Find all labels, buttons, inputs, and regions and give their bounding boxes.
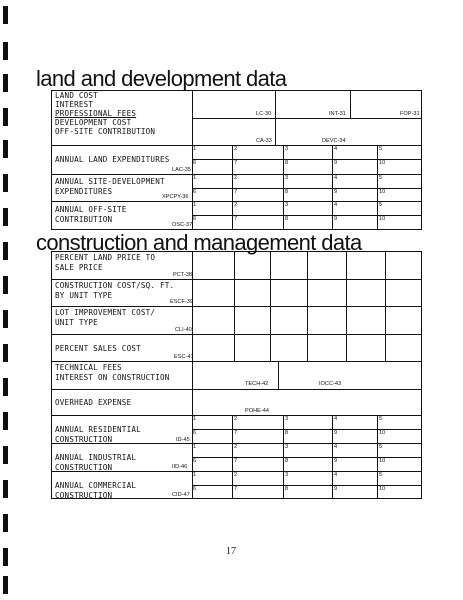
col-divider <box>232 145 233 230</box>
col-divider <box>270 251 271 361</box>
col-divider <box>234 251 235 361</box>
pct-land-label: PERCENT LAND PRICE TO SALE PRICE <box>55 253 156 272</box>
margin-mark <box>3 446 8 464</box>
row-divider <box>192 188 422 189</box>
year-number: 9 <box>334 458 338 464</box>
overhead-label: OVERHEAD EXPENSE <box>55 398 132 407</box>
year-number: 3 <box>285 444 289 450</box>
annual-site-label: ANNUAL SITE-DEVELOPMENT EXPENDITURES <box>55 177 165 196</box>
code-cid: CID-47 <box>172 492 190 498</box>
year-number: 5 <box>379 202 383 208</box>
year-number: 1 <box>193 416 197 422</box>
col-divider <box>275 90 276 145</box>
margin-mark <box>3 6 8 24</box>
lot-improvement-label: LOT IMPROVEMENT COST/ UNIT TYPE <box>55 308 156 327</box>
year-number: 9 <box>334 216 338 222</box>
margin-mark <box>3 208 8 226</box>
col-divider <box>377 415 378 499</box>
land-section-title: land and development data <box>36 66 287 91</box>
col-divider <box>283 145 284 230</box>
cost-sqft-label: CONSTRUCTION COST/SQ. FT. BY UNIT TYPE <box>55 281 175 300</box>
row-divider <box>192 159 422 160</box>
margin-mark <box>3 412 8 430</box>
margin-mark <box>3 344 8 362</box>
year-number: 6 <box>193 160 197 166</box>
year-number: 3 <box>285 202 289 208</box>
col-divider <box>232 415 233 499</box>
year-number: 10 <box>379 486 386 492</box>
code-iid: IID-46 <box>172 464 188 470</box>
year-number: 9 <box>334 430 338 436</box>
year-number: 4 <box>334 444 338 450</box>
col-divider <box>307 251 308 361</box>
year-number: 5 <box>379 472 383 478</box>
year-number: 6 <box>193 216 197 222</box>
year-number: 9 <box>334 189 338 195</box>
year-number: 6 <box>193 430 197 436</box>
code-pct: PCT-38 <box>173 272 192 278</box>
tech-fees-label: TECHNICAL FEES INTEREST ON CONSTRUCTION <box>55 363 170 382</box>
page-number: 17 <box>226 546 236 557</box>
year-number: 5 <box>379 416 383 422</box>
offsite-contribution-label: OFF-SITE CONTRIBUTION <box>55 127 156 136</box>
row-divider <box>192 457 422 458</box>
year-number: 1 <box>193 472 197 478</box>
land-cost-label: LAND COST <box>55 91 98 100</box>
code-xpcpy: XPCPY-36 <box>162 194 189 200</box>
margin-mark <box>3 242 8 260</box>
code-lac: LAC-35 <box>172 167 191 173</box>
code-int: INT-31 <box>329 111 346 117</box>
year-number: 2 <box>234 146 238 152</box>
year-number: 7 <box>234 486 238 492</box>
professional-fees-label: PROFESSIONAL FEES <box>55 109 137 118</box>
row-divider <box>192 215 422 216</box>
year-number: 2 <box>234 175 238 181</box>
year-number: 10 <box>379 189 386 195</box>
margin-mark <box>3 276 8 294</box>
year-number: 1 <box>193 146 197 152</box>
year-number: 7 <box>234 216 238 222</box>
year-number: 8 <box>285 216 289 222</box>
code-cli: CLI-40 <box>175 327 192 333</box>
margin-mark <box>3 42 8 60</box>
col-divider <box>346 251 347 361</box>
year-number: 2 <box>234 444 238 450</box>
construction-section-title: construction and management data <box>36 230 362 255</box>
margin-mark <box>3 378 8 396</box>
code-ca: CA-33 <box>256 138 272 144</box>
year-number: 7 <box>234 189 238 195</box>
year-number: 4 <box>334 472 338 478</box>
code-id: ID-45 <box>176 437 190 443</box>
industrial-label: ANNUAL INDUSTRIAL CONSTRUCTION <box>55 453 137 472</box>
margin-mark <box>3 480 8 498</box>
year-number: 7 <box>234 458 238 464</box>
col-divider <box>332 415 333 499</box>
year-number: 3 <box>285 175 289 181</box>
year-number: 3 <box>285 472 289 478</box>
year-number: 10 <box>379 430 386 436</box>
margin-mark <box>3 310 8 328</box>
col-divider <box>385 251 386 361</box>
code-escf: ESCF-39 <box>170 299 194 305</box>
margin-mark <box>3 174 8 192</box>
year-number: 5 <box>379 146 383 152</box>
code-esc: ESC-41 <box>174 354 194 360</box>
year-number: 2 <box>234 416 238 422</box>
year-number: 4 <box>334 146 338 152</box>
year-number: 1 <box>193 444 197 450</box>
year-number: 4 <box>334 175 338 181</box>
margin-mark <box>3 108 8 126</box>
code-devc: DEVC-34 <box>322 138 346 144</box>
residential-label: ANNUAL RESIDENTIAL CONSTRUCTION <box>55 425 141 444</box>
year-number: 2 <box>234 202 238 208</box>
margin-mark <box>3 514 8 532</box>
year-number: 10 <box>379 458 386 464</box>
col-divider <box>278 361 279 389</box>
pct-sales-label: PERCENT SALES COST <box>55 344 141 353</box>
col-divider <box>377 145 378 230</box>
row-divider <box>51 389 422 390</box>
year-number: 3 <box>285 416 289 422</box>
margin-mark <box>3 576 8 594</box>
year-number: 1 <box>193 175 197 181</box>
code-osc: OSC-37 <box>172 222 193 228</box>
year-number: 4 <box>334 416 338 422</box>
year-number: 6 <box>193 189 197 195</box>
row-divider <box>51 279 422 280</box>
row-divider <box>192 118 422 119</box>
year-number: 8 <box>285 458 289 464</box>
margin-mark <box>3 74 8 92</box>
col-divider <box>283 415 284 499</box>
year-number: 7 <box>234 160 238 166</box>
year-number: 7 <box>234 430 238 436</box>
code-tech: TECH-42 <box>245 381 269 387</box>
row-divider <box>51 361 422 362</box>
row-divider <box>192 429 422 430</box>
year-number: 6 <box>193 486 197 492</box>
commercial-label: ANNUAL COMMERCIAL CONSTRUCTION <box>55 481 137 500</box>
year-number: 10 <box>379 216 386 222</box>
year-number: 3 <box>285 146 289 152</box>
row-divider <box>51 334 422 335</box>
year-number: 6 <box>193 458 197 464</box>
year-number: 8 <box>285 160 289 166</box>
year-number: 5 <box>379 175 383 181</box>
year-number: 2 <box>234 472 238 478</box>
margin-mark <box>3 140 8 158</box>
code-fop: FOP-31 <box>400 111 420 117</box>
year-number: 1 <box>193 202 197 208</box>
year-number: 8 <box>285 486 289 492</box>
year-number: 9 <box>334 160 338 166</box>
year-number: 9 <box>334 486 338 492</box>
code-pohe: POHE-44 <box>245 408 269 414</box>
code-lc: LC-30 <box>256 111 272 117</box>
margin-mark <box>3 548 8 566</box>
row-divider <box>192 485 422 486</box>
code-iocc: IOCC-43 <box>319 381 342 387</box>
interest-label: INTEREST <box>55 100 94 109</box>
development-cost-label: DEVELOPMENT COST <box>55 118 132 127</box>
year-number: 4 <box>334 202 338 208</box>
year-number: 8 <box>285 189 289 195</box>
col-divider <box>332 145 333 230</box>
year-number: 8 <box>285 430 289 436</box>
year-number: 5 <box>379 444 383 450</box>
col-divider <box>350 90 351 118</box>
annual-land-label: ANNUAL LAND EXPENDITURES <box>55 155 170 164</box>
row-divider <box>51 306 422 307</box>
year-number: 10 <box>379 160 386 166</box>
annual-offsite-label: ANNUAL OFF-SITE CONTRIBUTION <box>55 205 127 224</box>
